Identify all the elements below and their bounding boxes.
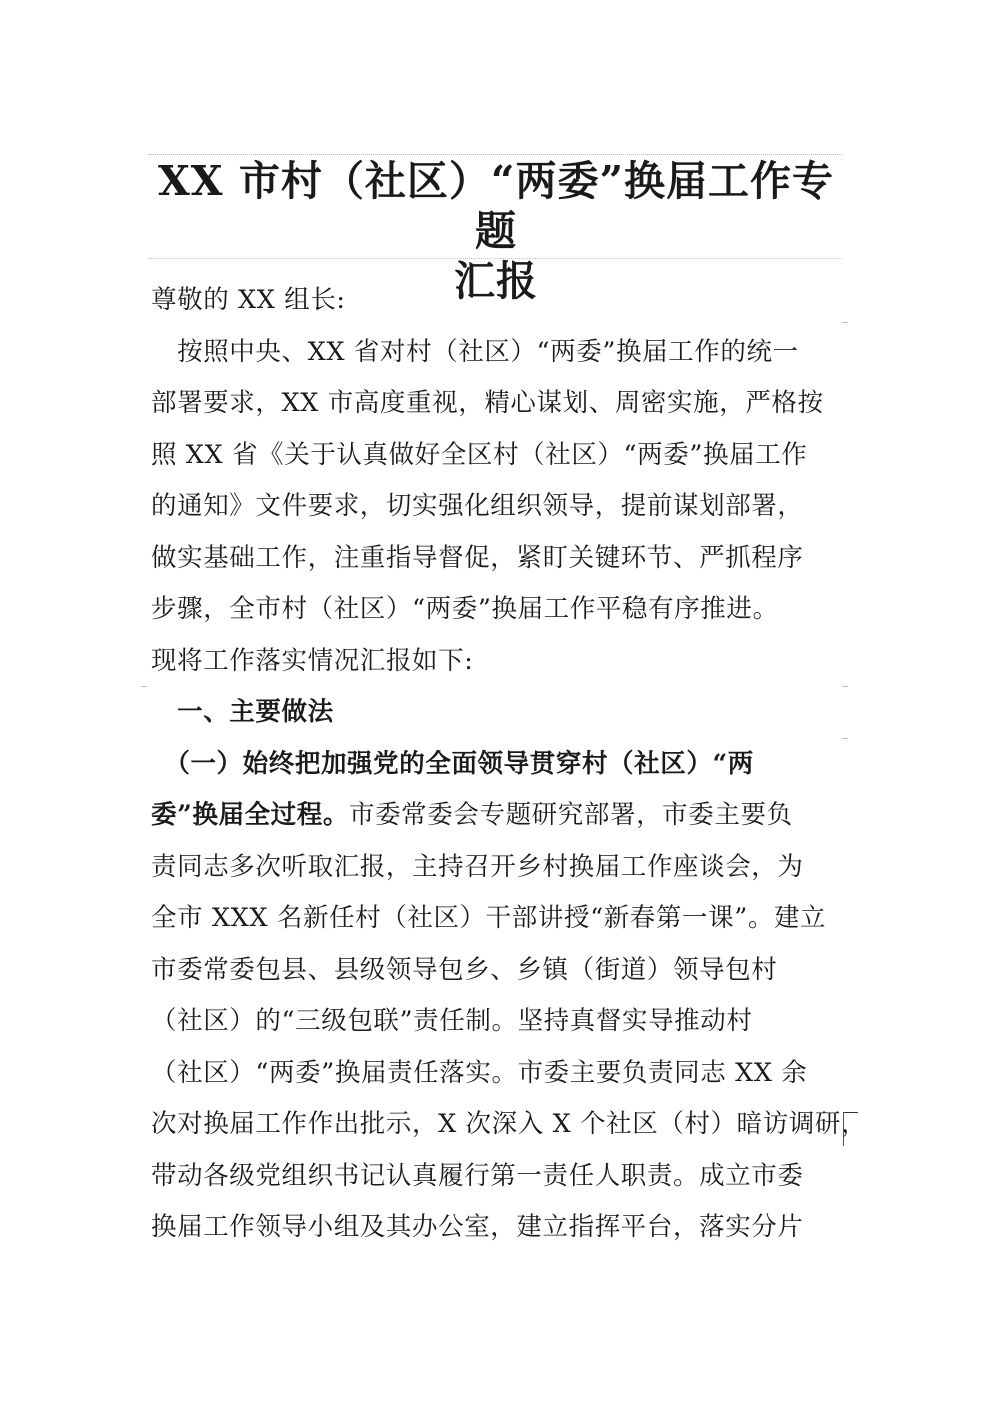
- paragraph-line: 步骤，全市村（社区）“两委”换届工作平稳有序推进。: [151, 594, 779, 624]
- salutation: 尊敬的 XX 组长:: [151, 285, 346, 315]
- page-top-rule: [148, 154, 842, 155]
- paragraph-line: 的通知》文件要求，切实强化组织领导，提前谋划部署，: [151, 491, 804, 521]
- margin-change-mark: [844, 1112, 858, 1113]
- paragraph-line: （社区）的“三级包联”责任制。坚持真督实导推动村: [151, 1006, 753, 1036]
- paragraph-line: 全市 XXX 名新任村（社区）干部讲授“新春第一课”。建立: [151, 903, 827, 933]
- title-line-2: 汇报: [454, 257, 538, 305]
- margin-mark: [141, 686, 147, 687]
- paragraph-line: 部署要求，XX 市高度重视，精心谋划、周密实施，严格按: [151, 388, 824, 418]
- paragraph-line: （社区）“两委”换届责任落实。市委主要负责同志 XX 余: [151, 1057, 808, 1088]
- margin-change-bar: [843, 1112, 844, 1146]
- paragraph-line: 照 XX 省《关于认真做好全区村（社区）“两委”换届工作: [151, 439, 808, 470]
- paragraph-line: 按照中央、XX 省对村（社区）“两委”换届工作的统一: [151, 336, 799, 367]
- paragraph-text: 市委常委会专题研究部署，市委主要负: [348, 800, 793, 830]
- title-line-1: XX 市村（社区）“两委”换届工作专题: [157, 157, 835, 255]
- paragraph-line: 带动各级党组织书记认真履行第一责任人职责。成立市委: [151, 1160, 804, 1191]
- paragraph-line: 换届工作领导小组及其办公室，建立指挥平台，落实分片: [151, 1212, 804, 1242]
- paragraph-line: 责同志多次听取汇报，主持召开乡村换届工作座谈会，为: [151, 851, 804, 882]
- subsection-heading: （一）始终把加强党的全面领导贯穿村（社区）“两: [151, 748, 754, 779]
- paragraph-line: 市委常委包县、县级领导包乡、乡镇（街道）领导包村: [151, 954, 778, 985]
- paragraph-line: 现将工作落实情况汇报如下:: [151, 645, 474, 676]
- section-heading: 一、主要做法: [151, 697, 334, 727]
- subsection-heading-end: 委”换届全过程。: [151, 800, 349, 830]
- paragraph-line: 做实基础工作，注重指导督促，紧盯关键环节、严抓程序: [151, 542, 804, 573]
- margin-mark: [842, 686, 848, 687]
- margin-mark: [842, 322, 848, 323]
- paragraph-line: [151, 798, 793, 832]
- title-bottom-rule: [148, 258, 842, 259]
- paragraph-line: 次对换届工作作出批示，X 次深入 X 个社区（村）暗访调研，: [151, 1109, 868, 1139]
- margin-mark: [842, 738, 848, 739]
